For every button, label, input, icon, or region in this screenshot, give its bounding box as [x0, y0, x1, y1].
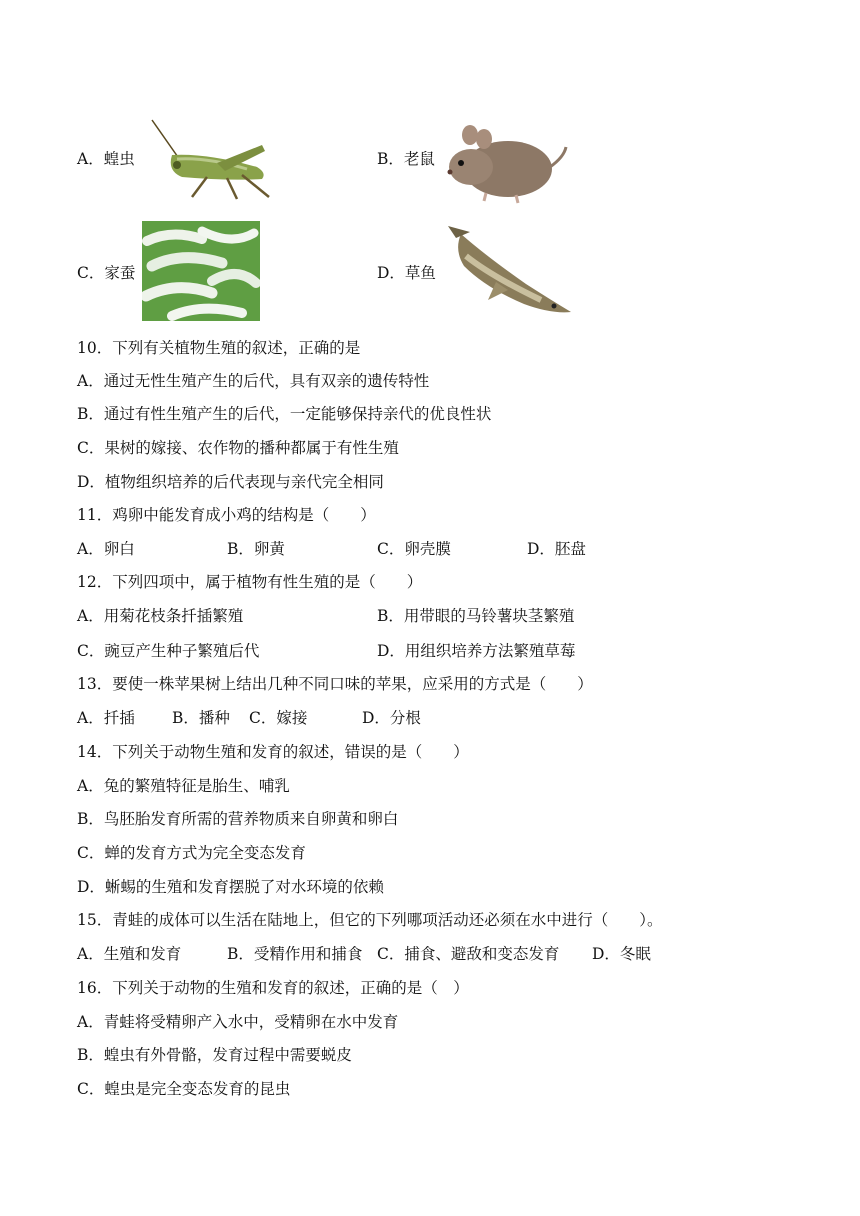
question-15-option-b: B．受精作用和捕食: [227, 945, 363, 963]
question-15-option-a: A．生殖和发育: [77, 945, 182, 963]
option-c-label: C．家蚕: [77, 264, 136, 282]
question-16-stem: 16．下列关于动物的生殖和发育的叙述，正确的是（ ）: [77, 979, 469, 997]
mouse-image: [446, 117, 571, 207]
question-13-option-a: A．扦插: [77, 709, 135, 727]
option-b-label: B．老鼠: [377, 150, 435, 168]
question-12-stem: 12．下列四项中，属于植物有性生殖的是（ ）: [77, 573, 423, 591]
grass-carp-image: [446, 226, 576, 320]
question-16-option-c: C．蝗虫是完全变态发育的昆虫: [77, 1080, 291, 1098]
question-12-option-b: B．用带眼的马铃薯块茎繁殖: [377, 607, 575, 625]
question-14-option-c: C．蝉的发育方式为完全变态发育: [77, 844, 306, 862]
question-15-option-d: D．冬眠: [592, 945, 651, 963]
question-12-option-d: D．用组织培养方法繁殖草莓: [377, 642, 576, 660]
question-10-option-b: B．通过有性生殖产生的后代，一定能够保持亲代的优良性状: [77, 405, 492, 423]
question-13-option-b: B．播种: [172, 709, 230, 727]
silkworm-image: [142, 221, 260, 321]
question-14-option-a: A．兔的繁殖特征是胎生、哺乳: [77, 777, 290, 795]
question-13-option-d: D．分根: [362, 709, 421, 727]
question-11-option-c: C．卵壳膜: [377, 540, 451, 558]
question-10-option-c: C．果树的嫁接、农作物的播种都属于有性生殖: [77, 439, 399, 457]
question-11-option-d: D．胚盘: [527, 540, 586, 558]
option-d-label: D．草鱼: [377, 264, 436, 282]
grasshopper-image: [147, 115, 277, 207]
question-10-option-d: D．植物组织培养的后代表现与亲代完全相同: [77, 473, 384, 491]
question-11-option-b: B．卵黄: [227, 540, 285, 558]
question-12-option-a: A．用菊花枝条扦插繁殖: [77, 607, 244, 625]
question-16-option-b: B．蝗虫有外骨骼，发育过程中需要蜕皮: [77, 1046, 352, 1064]
question-15-stem: 15．青蛙的成体可以生活在陆地上，但它的下列哪项活动还必须在水中进行（ ）。: [77, 911, 663, 929]
option-a-label: A．蝗虫: [77, 150, 135, 168]
question-10-option-a: A．通过无性生殖产生的后代，具有双亲的遗传特性: [77, 372, 430, 390]
question-15-option-c: C．捕食、避敌和变态发育: [377, 945, 560, 963]
question-14-option-d: D．蜥蜴的生殖和发育摆脱了对水环境的依赖: [77, 878, 384, 896]
question-10-stem: 10．下列有关植物生殖的叙述，正确的是: [77, 339, 361, 357]
question-14-stem: 14．下列关于动物生殖和发育的叙述，错误的是（ ）: [77, 743, 469, 761]
question-12-option-c: C．豌豆产生种子繁殖后代: [77, 642, 260, 660]
question-13-stem: 13．要使一株苹果树上结出几种不同口味的苹果，应采用的方式是（ ）: [77, 675, 593, 693]
question-14-option-b: B．鸟胚胎发育所需的营养物质来自卵黄和卵白: [77, 810, 399, 828]
question-13-option-c: C．嫁接: [249, 709, 308, 727]
question-11-stem: 11．鸡卵中能发育成小鸡的结构是（ ）: [77, 506, 376, 524]
question-16-option-a: A．青蛙将受精卵产入水中，受精卵在水中发育: [77, 1013, 399, 1031]
question-11-option-a: A．卵白: [77, 540, 135, 558]
